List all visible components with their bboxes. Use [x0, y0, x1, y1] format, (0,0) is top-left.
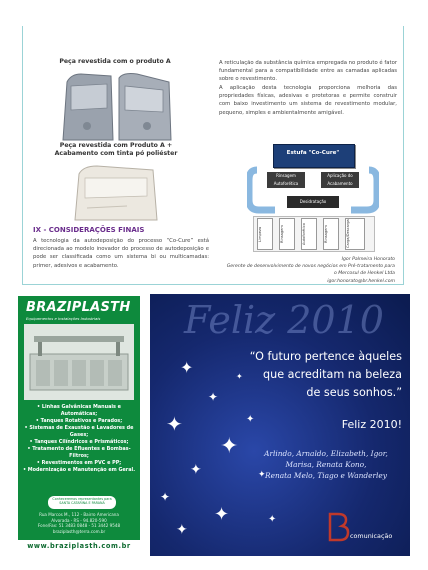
star-icon: ✦ — [160, 490, 171, 504]
tank-load-unload: Carga/Descarga — [345, 218, 365, 250]
caption-product-b: Peça revestida com Produto A + Acabamento com tinta pó poliéster — [54, 142, 178, 157]
star-icon: ✦ — [166, 412, 183, 436]
feliz-2010-ad — [150, 294, 410, 556]
dehydration-box: Desidratação — [287, 196, 339, 208]
names-line: Marisa, Renata Kono, — [285, 460, 367, 469]
caption-product-a: Peça revestida com o produto A — [59, 58, 171, 65]
quote-line: de seus sonhos.” — [306, 386, 402, 399]
star-icon: ✦ — [180, 358, 194, 377]
author-email: igor.honorato@br.henkel.com — [327, 278, 395, 284]
tank-cleaning: Limpeza — [257, 218, 273, 250]
logo-text: comunicação — [350, 532, 393, 540]
topcoat-box: Aplicação do Acabamento — [321, 172, 359, 188]
star-icon: ✦ — [236, 372, 243, 381]
painted-door-photo — [67, 164, 165, 222]
author-company: o Mercosul de Henkel Ltda — [333, 271, 395, 277]
author-role: Gerente de desenvolvimento de novos negócios em Pré-tratamento para — [226, 264, 395, 270]
star-icon: ✦ — [220, 434, 239, 459]
process-diagram — [247, 140, 379, 252]
service-item: • Tratamento de Efluentes e Bombas-Filtros; — [27, 446, 131, 459]
tank-autophoretic: Autoforético — [301, 218, 317, 250]
feliz-quote — [220, 348, 402, 402]
braziplasth-address — [22, 512, 136, 534]
tank-rinse-2: Rinsagem — [323, 218, 339, 250]
address-email: braziplasth@terra.com.br — [52, 528, 106, 534]
tank-rinse-1: Rinsagem — [279, 218, 295, 250]
section-title: IX - CONSIDERAÇÕES FINAIS — [33, 226, 145, 234]
service-item: • Linhas Galvânicas Manuais e Automáticas; — [37, 404, 121, 417]
article-panel — [22, 26, 404, 285]
b-logo-icon — [326, 512, 350, 542]
service-item: • Tanques Rotativos e Parados; — [35, 418, 123, 424]
oven-label: Estufa "Co-Cure" — [286, 150, 340, 156]
address-phone: Fone/Fax: 51 3483 0848 - 51 3442 9548 — [37, 523, 121, 529]
service-item: • Sistemas de Exaustão e Lavadores de Gases; — [24, 425, 134, 438]
rinse-autophoretic-box: Rinsagem Autoforética — [267, 172, 305, 188]
service-item: • Tanques Cilíndricos e Prismáticos; — [29, 439, 129, 445]
star-icon: ✦ — [246, 414, 255, 425]
star-icon: ✦ — [190, 462, 202, 478]
star-icon: ✦ — [258, 470, 266, 480]
star-icon: ✦ — [208, 390, 219, 404]
representatives-badge: Conheceremos representantes para SANTA CATARINA E PARANÁ — [48, 496, 116, 509]
author-name: Igor Palmeira Honorato — [341, 257, 395, 262]
star-icon: ✦ — [214, 504, 230, 525]
quote-line: “O futuro pertence àqueles — [249, 350, 402, 363]
oven-box — [273, 144, 355, 168]
address-street: Rua Marcos M., 112 - Bairro Americana — [39, 512, 119, 517]
paragraph-reticulation: A reticulação da substância química empregada no produto é fator fundamental para a compatibilidade entre as camadas aplicadas sobre o revestimento. — [219, 60, 397, 83]
address-city: Alvorada - RS - 94.820-590 — [51, 517, 107, 523]
quote-line: que acreditam na beleza — [263, 368, 402, 381]
service-item: • Revestimentos em PVC e PP; — [36, 460, 122, 466]
braziplasth-website-link[interactable]: www.braziplasth.com.br — [27, 542, 131, 550]
braziplasth-tagline: Equipamentos e Instalações Industriais — [26, 316, 101, 321]
names-line: Renata Melo, Tiago e Wanderley — [265, 471, 387, 480]
team-names — [246, 448, 406, 481]
service-item: • Modernização e Manutenção em Geral. — [22, 467, 136, 473]
braziplasth-ad — [18, 296, 140, 554]
star-icon: ✦ — [268, 514, 277, 525]
braziplasth-logo: BRAZIPLASTH — [26, 300, 131, 315]
names-line: Arlindo, Arnaldo, Elizabeth, Igor, — [264, 449, 388, 458]
feliz-script-title: Feliz 2010 — [184, 298, 384, 342]
machine-photo — [24, 324, 134, 400]
star-icon: ✦ — [176, 522, 188, 538]
author-signature — [217, 256, 395, 285]
feliz-greeting: Feliz 2010! — [341, 418, 402, 431]
paragraph-technology: A aplicação desta tecnologia proporciona melhoria das propriedades físicas, adesivas e protetoras e permite construir com baixo investimento um sistema de revestimento modular, pequeno, simples e ambientalmente amigável. — [219, 85, 397, 116]
services-list — [20, 404, 138, 474]
coated-door-photo — [57, 70, 177, 144]
paragraph-final-considerations: A tecnologia da autodeposição do processo “Co-Cure” está direcionada ao modelo inovador do processo de autodeposição e pode ser classificada como um sistema bi ou multicamadas: primer, adesivos e acabamento. — [33, 238, 209, 269]
